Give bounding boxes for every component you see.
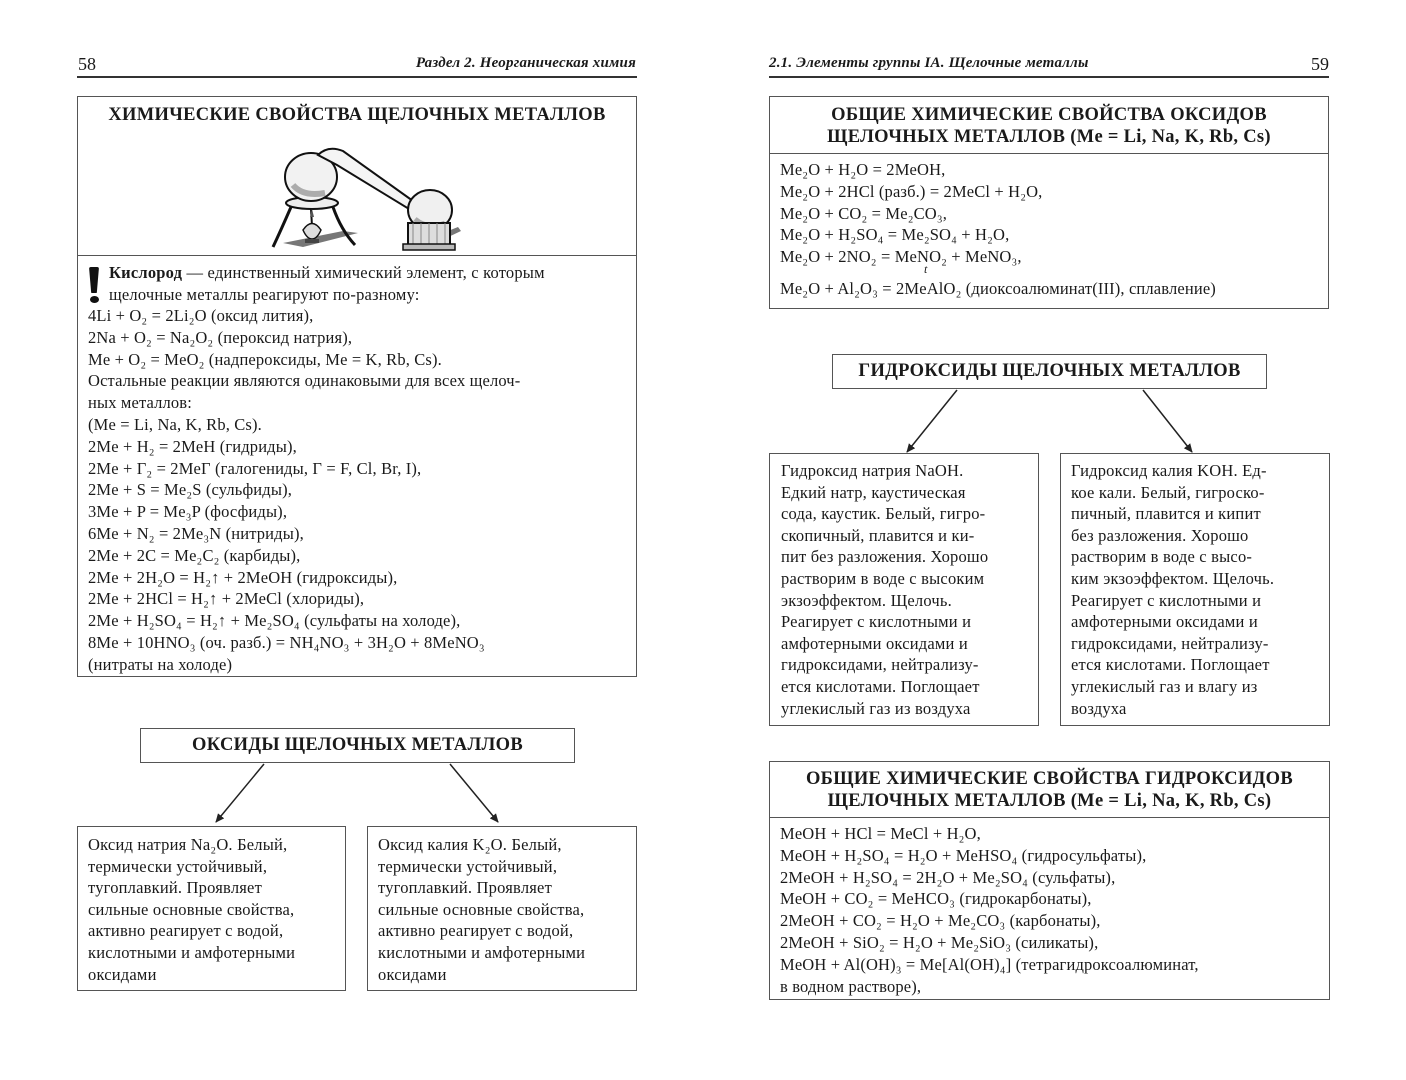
reaction-line: MeOH + HCl = MeCl + H₂O, [780,824,981,843]
card-line: ется кислотами. Поглощает [781,676,980,696]
reaction-line: Me₂O + Al₂O₃ = 2MeAlO₂ (диоксоалюминат(III), сплавление) [780,278,1216,298]
reaction-line: 2Me + Γ₂ = 2MeΓ (галогениды, Γ = F, Cl, Br, I), [88,458,422,478]
card-line: амфотерными оксидами и [1071,612,1258,632]
card-line: амфотерными оксидами и [781,633,968,653]
reaction-line: MeOH + H₂SO₄ = H₂O + MeHSO₄ (гидросульфаты), [780,845,1147,865]
reaction-line: Остальные реакции являются одинаковыми для всех щелоч- [88,371,521,391]
reaction-line: MeOH + Al(OH)₃ = Me[Al(OH)₄] (тетрагидроксоалюминат, [780,954,1199,974]
arrow-to-na2o [216,764,264,822]
card-line: кислотными и амфотерными [88,942,296,962]
reaction-line: 3Me + P = Me₃P (фосфиды), [88,502,288,522]
card-line: Гидроксид натрия NaOH. [781,461,964,480]
oxide-properties-box [769,96,1329,309]
arrow-to-koh [1143,390,1192,452]
temperature-label: t [924,262,928,276]
card-line: термически устойчивый, [378,856,558,876]
card-line: ким экзоэффектом. Щелочь. [1071,568,1275,588]
page-number-right: 59 [1311,54,1329,74]
arrow-to-naoh [907,390,957,452]
reaction-line: 2MeOH + SiO₂ = H₂O + Me₂SiO₃ (силикаты), [780,932,1099,952]
oxide-props-title-2: ЩЕЛОЧНЫХ МЕТАЛЛОВ (Me = Li, Na, K, Rb, Cs) [827,127,1271,147]
reaction-line: 2Me + H₂SO₄ = H₂↑ + Me₂SO₄ (сульфаты на холоде), [88,611,461,631]
reaction-line: 2Me + H₂ = 2MeH (гидриды), [88,436,297,456]
oxygen-note-line-2: щелочные металлы реагируют по-разному: [109,284,420,304]
card-line: без разложения. Хорошо [1071,525,1249,545]
card-line: оксидами [378,964,447,984]
card-line: воздуха [1071,698,1127,718]
running-head-left: Раздел 2. Неорганическая химия [415,55,636,71]
reaction-line: 2MeOH + CO₂ = H₂O + Me₂CO₃ (карбонаты), [780,911,1101,931]
header-rule-right [769,76,1329,78]
chem-properties-title: ХИМИЧЕСКИЕ СВОЙСТВА ЩЕЛОЧНЫХ МЕТАЛЛОВ [108,105,606,125]
card-line: пичный, плавится и кипит [1071,504,1261,524]
card-line: растворим в воде с высоким [781,568,985,588]
card-line: гидроксидами, нейтрализу- [781,655,979,675]
reaction-line: (нитраты на холоде) [88,654,233,674]
card-line: сильные основные свойства, [88,899,295,919]
running-head-right: 2.1. Элементы группы IA. Щелочные металлы [769,55,1089,71]
card-line: гидроксидами, нейтрализу- [1071,633,1269,653]
k2o-card [367,826,637,991]
reaction-line: Me₂O + H₂SO₄ = Me₂SO₄ + H₂O, [780,225,1010,245]
card-line: кислотными и амфотерными [378,942,586,962]
reaction-line: Me₂O + 2NO₂ = MeNO₂ + MeNO₃, [780,247,1022,267]
reaction-line: 2Me + 2H₂O = H₂↑ + 2MeOH (гидроксиды), [88,567,398,587]
card-line: Оксид натрия Na₂O. Белый, [88,835,288,854]
reaction-line: 2Me + 2C = Me₂C₂ (карбиды), [88,545,301,565]
hydroxide-reaction-list [780,823,1199,997]
oxides-title: ОКСИДЫ ЩЕЛОЧНЫХ МЕТАЛЛОВ [192,735,523,755]
reaction-line: 4Li + O₂ = 2Li₂O (оксид лития), [88,306,314,325]
card-line: сода, каустик. Белый, гигро- [781,504,986,524]
arrow-to-k2o [450,764,498,822]
card-line: углекислый газ из воздуха [781,698,971,718]
card-line: ется кислотами. Поглощает [1071,655,1270,675]
hydroxide-props-title-2: ЩЕЛОЧНЫХ МЕТАЛЛОВ (Me = Li, Na, K, Rb, Cs) [827,791,1272,811]
box-divider [770,817,1329,818]
reaction-line: 8Me + 10HNO₃ (оч. разб.) = NH₄NO₃ + 3H₂O + 8MeNO₃ [88,632,485,652]
oxide-reaction-list [780,159,1216,300]
reaction-line: 2Na + O₂ = Na₂O₂ (пероксид натрия), [88,327,353,347]
card-line: активно реагирует с водой, [378,921,574,941]
card-line: Гидроксид калия KOH. Ед- [1071,461,1267,480]
card-line: кое кали. Белый, гигроско- [1071,482,1265,502]
reaction-line: ных металлов: [88,393,192,413]
card-line: тугоплавкий. Проявляет [378,878,552,898]
reaction-line: (Me = Li, Na, K, Rb, Cs). [88,414,262,434]
reaction-line: Me₂O + H₂O = 2MeOH, [780,160,946,179]
reaction-line: 6Me + N₂ = 2Me₃N (нитриды), [88,523,304,543]
hydroxide-props-title-1: ОБЩИЕ ХИМИЧЕСКИЕ СВОЙСТВА ГИДРОКСИДОВ [805,769,1293,789]
card-line: пит без разложения. Хорошо [781,547,989,567]
box-divider [770,153,1328,154]
card-line: Реагирует с кислотными и [781,612,972,632]
hydroxide-properties-box [769,761,1330,1000]
card-line: активно реагирует с водой, [88,921,284,941]
card-line: углекислый газ и влагу из [1071,676,1258,696]
card-line: Едкий натр, каустическая [781,482,966,502]
card-line: Реагирует с кислотными и [1071,590,1262,610]
na2o-card [77,826,346,991]
oxygen-term: Кислород [109,263,183,282]
koh-card [1060,453,1330,726]
reaction-line: Me₂O + CO₂ = Me₂CO₃, [780,203,947,223]
hydroxides-title: ГИДРОКСИДЫ ЩЕЛОЧНЫХ МЕТАЛЛОВ [858,361,1241,381]
reaction-line: Me + O₂ = MeO₂ (надпероксиды, Me = K, Rb, Cs). [88,349,442,369]
oxygen-note-text: — единственный химический элемент, с которым [182,263,545,282]
reaction-line: в водном растворе), [780,976,922,996]
page-number-left: 58 [78,54,96,74]
card-line: скопичный, плавится и ки- [781,525,975,545]
naoh-card [769,453,1039,726]
reaction-line: 2MeOH + H₂SO₄ = 2H₂O + Me₂SO₄ (сульфаты), [780,867,1116,887]
card-line: оксидами [88,964,157,984]
hydroxides-title-box [832,354,1267,389]
reaction-line: 2Me + S = Me₂S (сульфиды), [88,480,292,500]
card-line: тугоплавкий. Проявляет [88,878,262,898]
reaction-line: Me₂O + 2HCl (разб.) = 2MeCl + H₂O, [780,181,1043,201]
card-line: термически устойчивый, [88,856,268,876]
reaction-line: 2Me + 2HCl = H₂↑ + 2MeCl (хлориды), [88,589,365,609]
card-line: Оксид калия K₂O. Белый, [378,835,562,854]
reaction-line: MeOH + CO₂ = MeHCO₃ (гидрокарбонаты), [780,889,1092,909]
card-line: экзоэффектом. Щелочь. [781,590,952,610]
oxide-props-title-1: ОБЩИЕ ХИМИЧЕСКИЕ СВОЙСТВА ОКСИДОВ [831,105,1267,125]
card-line: сильные основные свойства, [378,899,585,919]
card-line: растворим в воде с высо- [1071,547,1253,567]
